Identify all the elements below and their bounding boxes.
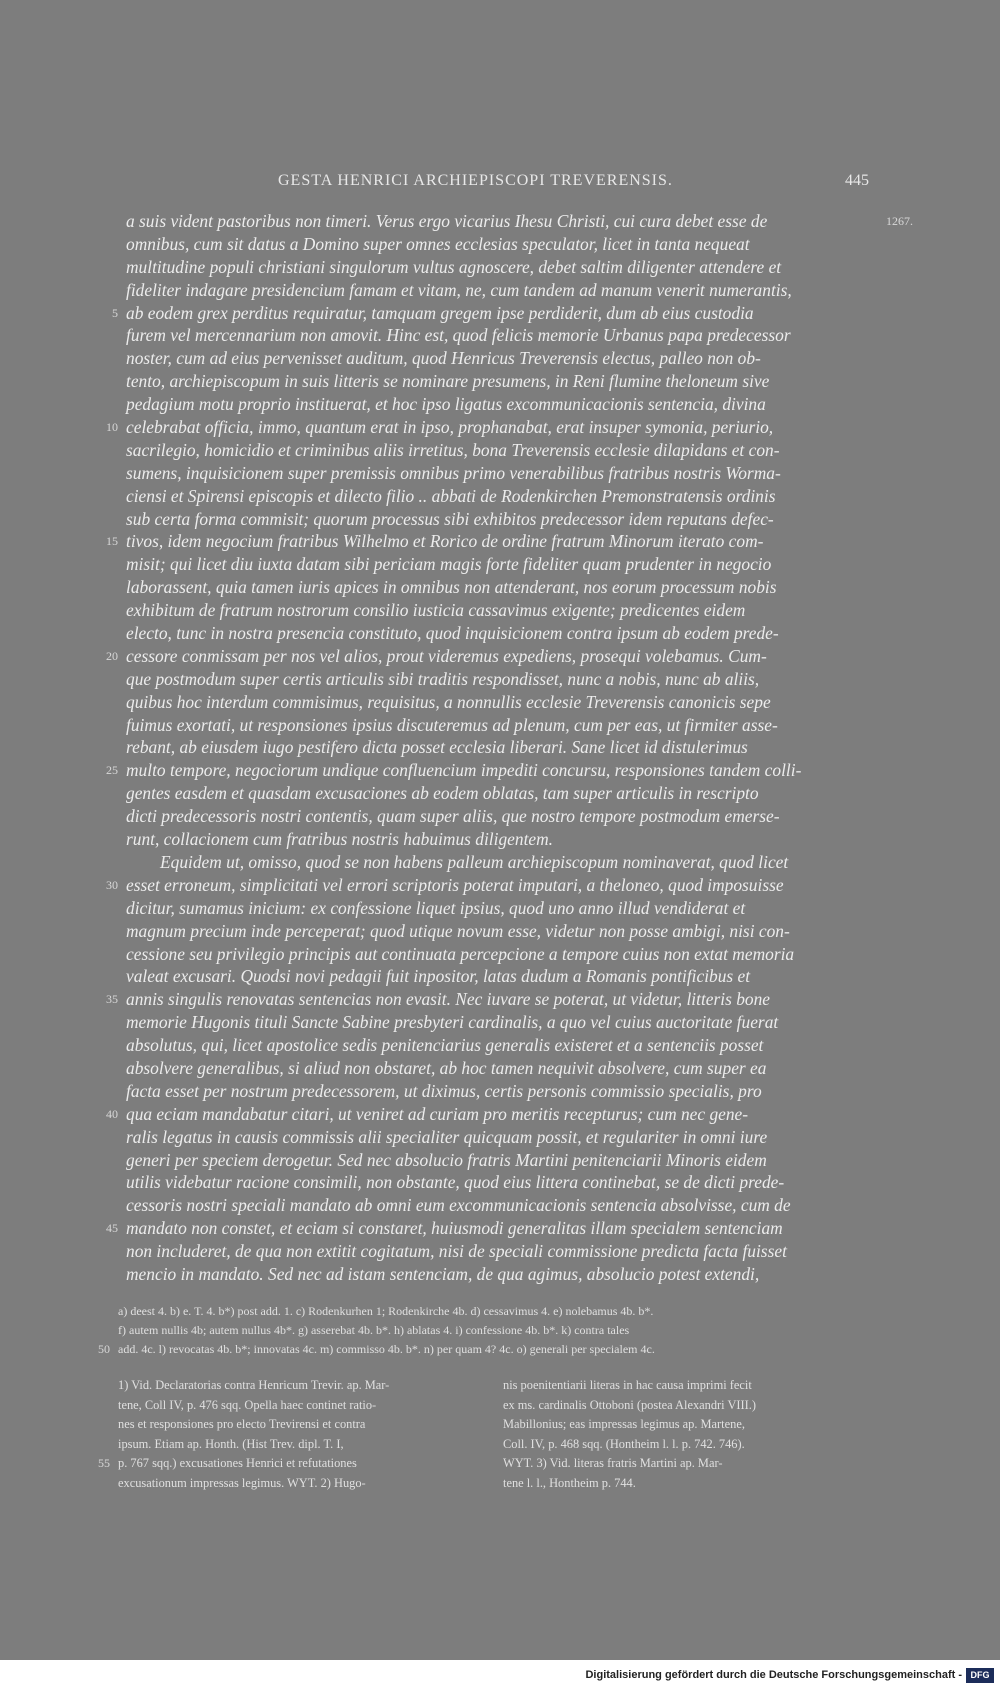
line-text: pedagium motu proprio instituerat, et hoc ipso ligatus excommunicacionis sentencia, divina (126, 394, 766, 415)
text-line (126, 462, 871, 485)
line-text: non includeret, de qua non extitit cogitatum, nisi de speciali commissione predicta facta fuisset (126, 1241, 787, 1262)
text-line (126, 897, 871, 920)
text-line (106, 1217, 871, 1240)
footnote-line (118, 1474, 483, 1494)
text-line (126, 965, 871, 988)
line-text: electo, tunc in nostra presencia constituto, quod inquisicionem contra ipsum ab eodem prede- (126, 623, 779, 644)
line-text: tene, Coll IV, p. 476 sqq. Opella haec continet ratio- (118, 1397, 377, 1412)
line-number: 35 (106, 992, 118, 1007)
line-text: tivos, idem negocium fratribus Wilhelmo et Rorico de ordine fratrum Minorum iterato com- (126, 531, 764, 552)
text-line (126, 1149, 871, 1172)
text-line (106, 416, 871, 439)
line-text: a) deest 4. b) e. T. 4. b*) post add. 1. c) Rodenkurhen 1; Rodenkirche 4b. d) cessavimus 4. e) nolebamus 4b. b*. (118, 1304, 654, 1318)
line-text: a suis vident pastoribus non timeri. Verus ergo vicarius Ihesu Christi, cui cura debet esse de (126, 211, 768, 231)
text-line (126, 1126, 871, 1149)
text-line (126, 210, 913, 233)
text-line (106, 759, 871, 782)
text-line (106, 874, 871, 897)
text-line (126, 485, 871, 508)
footnote-line (118, 1376, 483, 1396)
line-text: generi per speciem derogetur. Sed nec absolucio fratris Martini penitenciarii Minoris eidem (126, 1149, 767, 1170)
footnote-line (118, 1415, 483, 1435)
line-text: ralis legatus in causis commissis alii specialiter quicquam possit, et regulariter in omni iure (126, 1126, 768, 1147)
footnote-line (503, 1474, 868, 1494)
text-line (126, 256, 871, 279)
dfg-logo[interactable]: DFG (966, 1668, 994, 1683)
line-text: p. 767 sqq.) excusationes Henrici et refutationes (118, 1456, 357, 1471)
line-text: 1) Vid. Declaratorias contra Henricum Trevir. ap. Mar- (118, 1378, 390, 1392)
text-line (126, 233, 871, 256)
line-text: sumens, inquisicionem super premissis omnibus primo venerabilibus fratribus nostris Worma- (126, 462, 781, 483)
line-text: absolutus, qui, licet apostolice sedis penitenciarius generalis existeret et a sentenciis posset (126, 1035, 764, 1056)
text-line (126, 439, 871, 462)
footnote-line (118, 1435, 483, 1455)
line-text: valeat excusari. Quodsi novi pedagii fuit inpositor, latas dudum a Romanis pontificibus et (126, 966, 751, 987)
text-line (126, 714, 871, 737)
line-text: rebant, ab eiusdem iugo pestifero dicta posset ecclesia liberari. Sane licet id distulerimus (126, 737, 748, 758)
footer-bar (0, 1660, 1000, 1692)
text-line (106, 530, 871, 553)
text-line (126, 622, 871, 645)
line-text: dicti predecessoris nostri contentis, quam super aliis, que nostro tempore postmodum emerse- (126, 806, 780, 827)
text-line (126, 782, 871, 805)
line-text: WYT. 3) Vid. literas fratris Martini ap. Mar- (503, 1456, 723, 1471)
margin-year: 1267. (886, 214, 913, 228)
footnote-line (503, 1415, 868, 1435)
line-text: tento, archiepiscopum in suis litteris se nominare presumens, in Reni flumine theloneum sive (126, 371, 770, 392)
variant-line (118, 1321, 878, 1340)
text-line (126, 1194, 871, 1217)
line-text: add. 4c. l) revocatas 4b. b*; innovatas 4c. m) commisso 4b. b*. n) per quam 4? 4c. o) generali per specialem 4c. (118, 1342, 655, 1356)
line-text: nes et responsiones pro electo Trevirensi et contra (118, 1417, 366, 1432)
line-text: multo tempore, negociorum undique confluencium impediti concursu, responsiones tandem colli- (126, 760, 802, 781)
line-text: exhibitum de fratrum nostrorum consilio iusticia cassavimus exigente; predicentes eidem (126, 600, 746, 621)
line-text: tene l. l., Hontheim p. 744. (503, 1475, 636, 1490)
text-line (126, 805, 871, 828)
line-text: absolvere generalibus, si aliud non obstaret, ab hoc tamen nequivit absolvere, cum super ea (126, 1057, 767, 1078)
line-number: 30 (106, 877, 118, 892)
footnotes-right-column (503, 1376, 868, 1494)
variant-readings (98, 1302, 878, 1359)
line-text: noster, cum ad eius pervenisset auditum, quod Henricus Treverensis electus, palleo non ob- (126, 348, 761, 369)
line-text: fideliter indagare presidencium famam et vitam, ne, cum tandem ad manum venerit numerantis, (126, 279, 792, 300)
line-number: 50 (98, 1342, 110, 1356)
footnote-line (98, 1454, 483, 1474)
line-text: f) autem nullis 4b; autem nullus 4b*. g) asserebat 4b. b*. h) ablatas 4. i) confessione 4b. b*. k) contra tales (118, 1323, 630, 1337)
line-text: excusationum impressas legimus. WYT. 2) Hugo- (118, 1475, 366, 1490)
line-text: ab eodem grex perditus requiratur, tamquam gregem ipse perdiderit, dum ab eius custodia (126, 302, 754, 323)
line-number: 25 (106, 763, 118, 778)
line-text: omnibus, cum sit datus a Domino super omnes ecclesias speculator, licet in tanta nequeat (126, 233, 750, 254)
page-number: 445 (845, 172, 869, 189)
line-text: laborassent, quia tamen iuris apices in omnibus non attenderant, nos eorum processum nobis (126, 577, 777, 598)
line-text: mencio in mandato. Sed nec ad istam sentenciam, de qua agimus, absolucio potest extendi, (126, 1263, 760, 1284)
line-text: utilis videbatur racione consimili, non obstante, quod eius littera continebat, se de dicti prede- (126, 1172, 785, 1193)
text-line (126, 1080, 871, 1103)
line-text: Equidem ut, omisso, quod se non habens palleum archiepiscopum nominaverat, quod licet (160, 851, 789, 872)
line-text: cessione seu privilegio principis aut continuata percepcione a tempore cuius non extat memoria (126, 943, 795, 964)
line-text: cessoris nostri speciali mandato ab omni eum excommunicacionis sentencia absolvisse, cum de (126, 1195, 791, 1216)
variant-line (98, 1340, 878, 1359)
text-line (126, 599, 871, 622)
line-text: nis poenitentiarii literas in hac causa imprimi fecit (503, 1378, 752, 1392)
text-line (126, 1011, 871, 1034)
line-text: runt, collacionem cum fratribus nostris habuimus diligentem. (126, 829, 554, 850)
line-number: 5 (112, 305, 118, 320)
text-line (126, 736, 871, 759)
main-text (106, 210, 913, 1286)
line-text: gentes easdem et quasdam excusaciones ab eodem oblatas, tam super articulis in rescripto (126, 783, 759, 804)
line-text: ipsum. Etiam ap. Honth. (Hist Trev. dipl. T. I, (118, 1436, 344, 1451)
text-line (106, 988, 871, 1011)
line-number: 10 (106, 420, 118, 435)
line-text: memorie Hugonis tituli Sancte Sabine presbyteri cardinalis, a quo vel cuius auctoritate fuerat (126, 1012, 779, 1033)
text-line (126, 828, 871, 851)
text-line (112, 302, 871, 325)
line-text: annis singulis renovatas sentencias non evasit. Nec iuvare se poterat, ut videtur, litteris bone (126, 989, 771, 1010)
footnote-line (503, 1454, 868, 1474)
line-number: 40 (106, 1106, 118, 1121)
line-number: 15 (106, 534, 118, 549)
text-line (126, 1240, 871, 1263)
line-text: magnum precium inde perceperat; quod utique novum esse, videtur non posse ambigi, nisi con- (126, 920, 790, 941)
footnote-line (503, 1396, 868, 1416)
text-line (126, 553, 871, 576)
text-line (126, 851, 871, 874)
text-line (106, 645, 871, 668)
page-header (0, 172, 1000, 196)
line-text: quibus hoc interdum commisimus, requisitus, a nonnullis ecclesie Treverensis canonicis sepe (126, 691, 771, 712)
line-text: celebrabat officia, immo, quantum erat in ipso, prophanabat, erat insuper symonia, periurio, (126, 417, 774, 438)
variant-line (118, 1302, 878, 1321)
line-number: 20 (106, 648, 118, 663)
text-line (126, 370, 871, 393)
text-line (126, 1263, 871, 1286)
text-line (126, 1171, 871, 1194)
line-text: ciensi et Spirensi episcopis et dilecto filio .. abbati de Rodenkirchen Premonstratensis ordinis (126, 485, 776, 506)
text-line (126, 668, 871, 691)
footnote-line (503, 1435, 868, 1455)
line-number: 55 (98, 1456, 110, 1471)
footnotes-left-column (98, 1376, 483, 1494)
text-line (126, 393, 871, 416)
text-line (126, 1057, 871, 1080)
line-text: dicitur, sumamus inicium: ex confessione liquet ipsius, quod uno anno illud vendiderat et (126, 897, 746, 918)
line-text: facta esset per nostrum predecessorem, ut diximus, certis personis commissio specialis, pro (126, 1080, 762, 1101)
line-text: fuimus exortati, ut responsiones ipsius discuteremus ad plenum, cum per eas, ut firmiter asse- (126, 714, 778, 735)
line-text: sacrilegio, homicidio et criminibus aliis irretitus, bona Treverensis ecclesie dilapidans et con- (126, 439, 780, 460)
line-text: mandato non constet, et eciam si constaret, huiusmodi generalitas illam specialem sentenciam (126, 1218, 783, 1239)
text-line (126, 943, 871, 966)
line-text: qua eciam mandabatur citari, ut veniret ad curiam pro meritis recepturus; cum nec gene- (126, 1103, 749, 1124)
text-line (126, 508, 871, 531)
line-text: misit; qui licet diu iuxta datam sibi periciam magis forte fideliter quam prudenter in negocio (126, 554, 772, 575)
line-number: 45 (106, 1221, 118, 1236)
text-line (126, 347, 871, 370)
text-line (126, 920, 871, 943)
text-line (126, 324, 871, 347)
footnote-line (118, 1396, 483, 1416)
text-line (106, 1103, 871, 1126)
footnote-line (503, 1376, 868, 1396)
text-line (126, 1034, 871, 1057)
line-text: esset erroneum, simplicitati vel errori scriptoris poterat imputari, a theloneo, quod imposuisse (126, 874, 784, 895)
line-text: que postmodum super certis articulis sibi traditis respondisset, nunc a nobis, nunc ab aliis, (126, 668, 760, 689)
line-text: Mabillonius; eas impressas legimus ap. Martene, (503, 1417, 745, 1432)
running-title: GESTA HENRICI ARCHIEPISCOPI TREVERENSIS. (278, 172, 673, 189)
text-line (126, 691, 871, 714)
footer-credit: Digitalisierung gefördert durch die Deutsche Forschungsgemeinschaft - (585, 1669, 962, 1681)
line-text: Coll. IV, p. 468 sqq. (Hontheim l. l. p. 742. 746). (503, 1436, 745, 1451)
line-text: multitudine populi christiani singulorum vultus agnoscere, debet saltim diligenter attendere et (126, 256, 782, 277)
text-line (126, 279, 871, 302)
text-line (126, 576, 871, 599)
line-text: sub certa forma commisit; quorum processus sibi exhibitos predecessor idem reputans defec- (126, 508, 774, 529)
line-text: furem vel mercennarium non amovit. Hinc est, quod felicis memorie Urbanus papa predecessor (126, 325, 791, 346)
line-text: cessore conmissam per nos vel alios, prout videremus expediens, prosequi volebamus. Cum- (126, 645, 767, 666)
line-text: ex ms. cardinalis Ottoboni (postea Alexandri VIII.) (503, 1397, 757, 1412)
